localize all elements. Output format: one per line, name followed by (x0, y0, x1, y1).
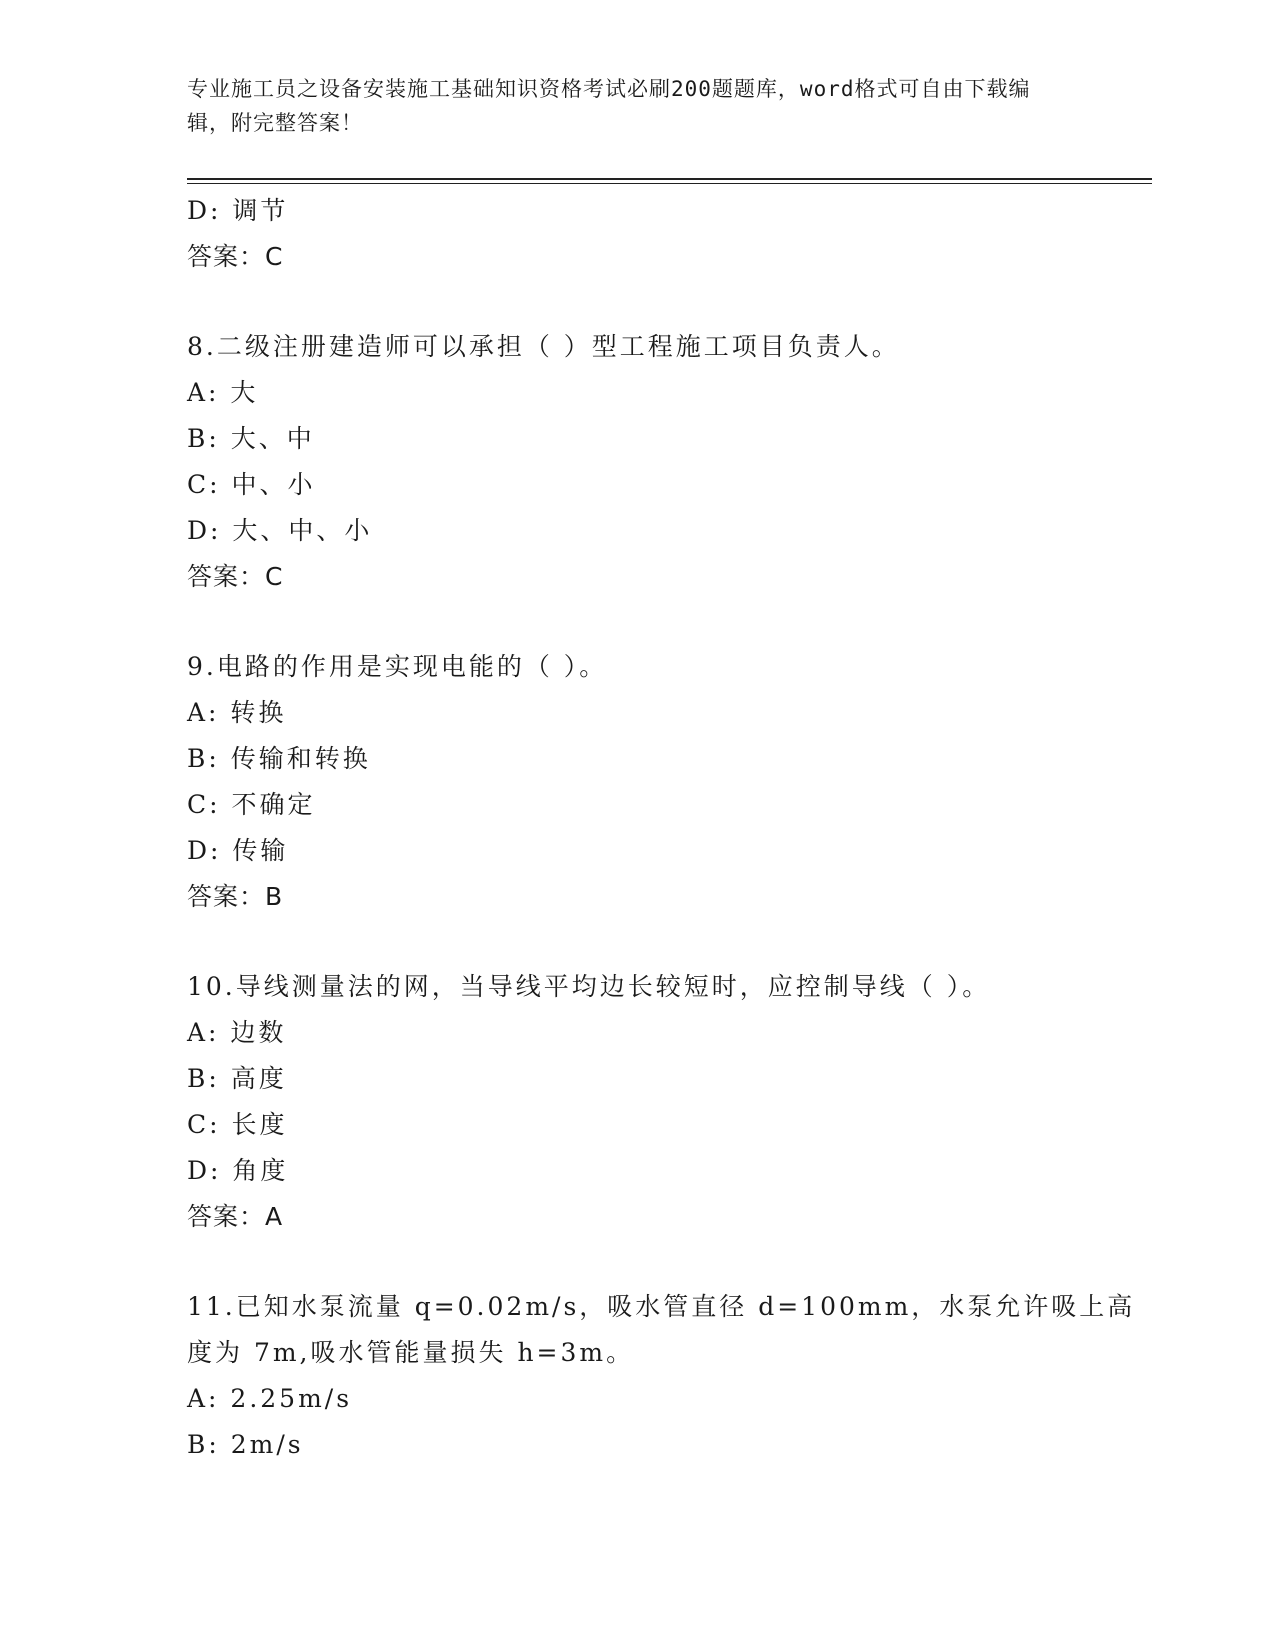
question-stem: 10.导线测量法的网，当导线平均边长较短时，应控制导线（ ）。 (187, 972, 991, 1001)
option-d: D: 角度 (187, 1156, 289, 1185)
question-10 (187, 964, 1067, 1240)
question-9 (187, 644, 1067, 920)
answer-line: 答案：C (187, 242, 284, 271)
option-d: D: 传输 (187, 836, 289, 865)
option-a: A: 转换 (187, 698, 287, 727)
document-body (187, 188, 1136, 1468)
answer-line: 答案：C (187, 562, 284, 591)
option-b: B: 2m/s (187, 1430, 304, 1459)
option-d: D: 大、中、小 (187, 516, 373, 545)
header-rule-thick (187, 178, 1152, 180)
question-7-tail (187, 188, 1067, 280)
option-c: C: 长度 (187, 1110, 288, 1139)
question-8 (187, 324, 1067, 600)
answer-line: 答案：B (187, 882, 284, 911)
option-a: A: 边数 (187, 1018, 287, 1047)
document-header: 专业施工员之设备安装施工基础知识资格考试必刷200题题库，word格式可自由下载编辑，附完整答案！ (187, 77, 1031, 135)
option-c: C: 中、小 (187, 470, 316, 499)
question-stem: 8.二级注册建造师可以承担（ ）型工程施工项目负责人。 (187, 332, 900, 361)
option-a: A: 2.25m/s (187, 1384, 353, 1413)
option-c: C: 不确定 (187, 790, 316, 819)
option-b: B: 大、中 (187, 424, 315, 453)
option-d: D: 调节 (187, 196, 289, 225)
question-stem-line-2: 度为 7m,吸水管能量损失 h=3m。 (187, 1338, 635, 1367)
answer-line: 答案：A (187, 1202, 284, 1231)
option-b: B: 高度 (187, 1064, 287, 1093)
option-a: A: 大 (187, 378, 259, 407)
question-stem: 9.电路的作用是实现电能的（ ）。 (187, 652, 608, 681)
question-11 (187, 1284, 1136, 1468)
question-stem-line-1: 11.已知水泵流量 q=0.02m/s，吸水管直径 d=100mm，水泵允许吸上高 (187, 1292, 1136, 1321)
option-b: B: 传输和转换 (187, 744, 371, 773)
header-rule-thin (187, 183, 1152, 184)
